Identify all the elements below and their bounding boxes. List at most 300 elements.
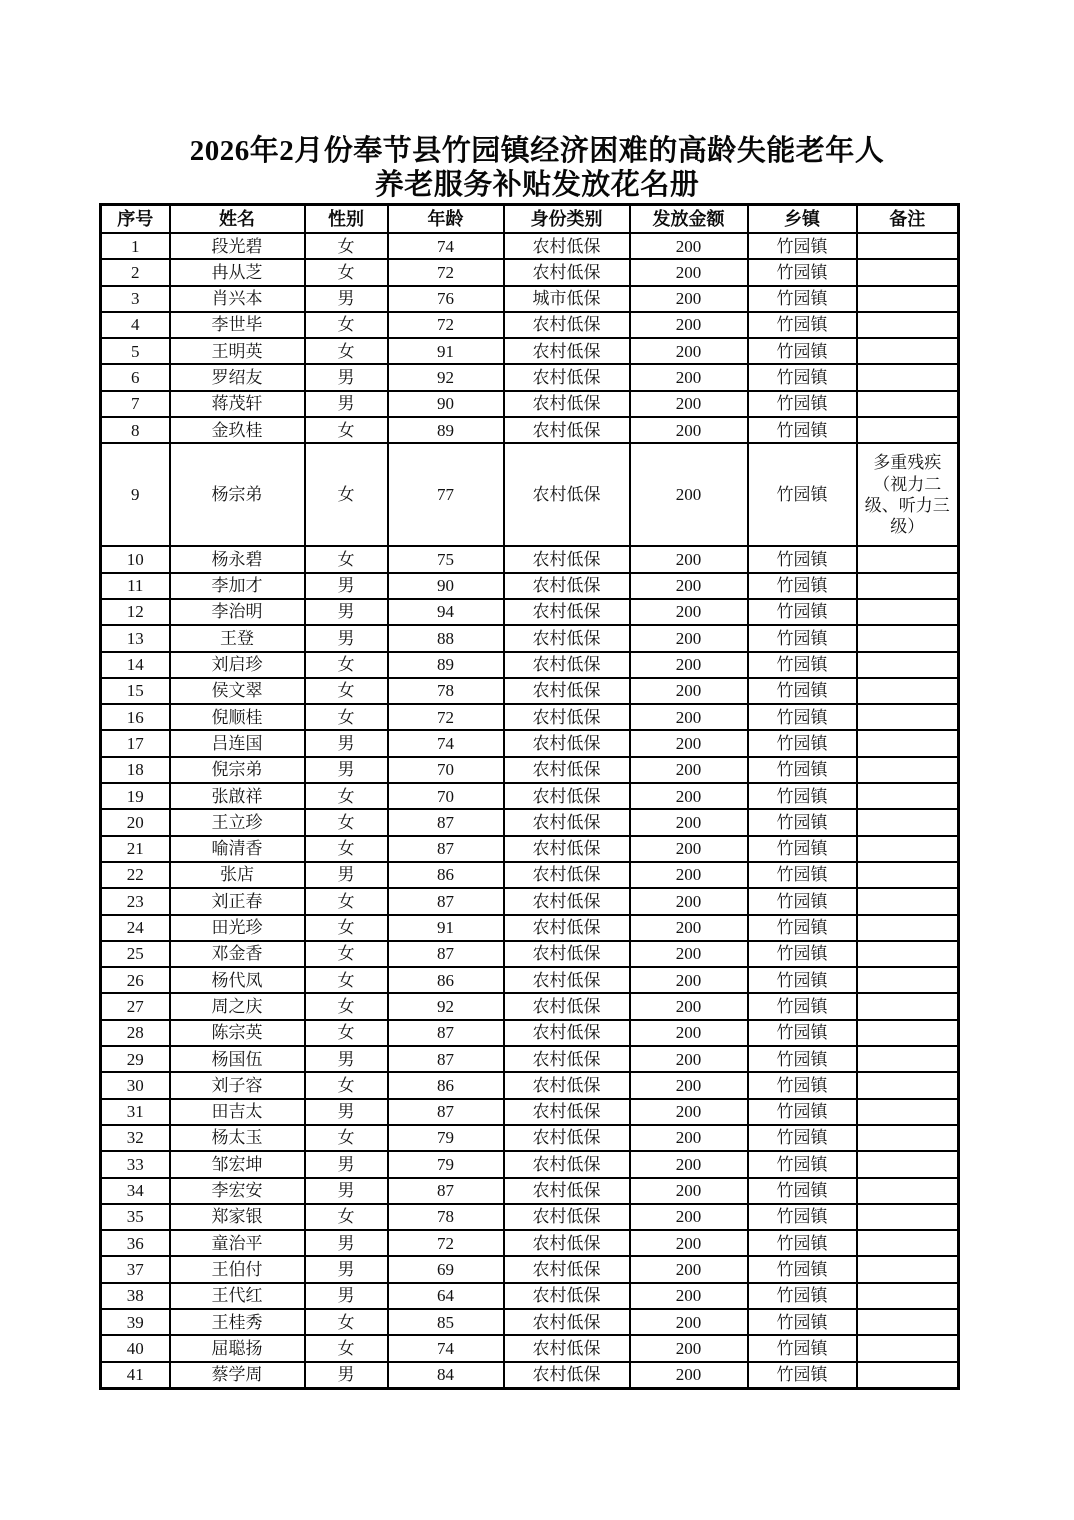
cell-amount: 200 bbox=[630, 338, 748, 364]
cell-amount: 200 bbox=[630, 1151, 748, 1177]
table-row bbox=[101, 836, 959, 862]
cell-gender: 男 bbox=[305, 862, 388, 888]
cell-age: 75 bbox=[388, 546, 504, 572]
cell-seq: 10 bbox=[101, 546, 170, 572]
cell-category: 农村低保 bbox=[504, 993, 630, 1019]
cell-amount: 200 bbox=[630, 757, 748, 783]
cell-remark bbox=[857, 1283, 959, 1309]
cell-age: 92 bbox=[388, 364, 504, 390]
cell-age: 72 bbox=[388, 1230, 504, 1256]
cell-seq: 9 bbox=[101, 443, 170, 546]
cell-township: 竹园镇 bbox=[748, 888, 857, 914]
cell-remark bbox=[857, 417, 959, 443]
cell-remark bbox=[857, 1230, 959, 1256]
page-title-line2: 养老服务补贴发放花名册 bbox=[374, 169, 700, 201]
cell-category: 农村低保 bbox=[504, 678, 630, 704]
cell-seq: 1 bbox=[101, 233, 170, 259]
cell-township: 竹园镇 bbox=[748, 1125, 857, 1151]
cell-gender: 女 bbox=[305, 888, 388, 914]
table-row bbox=[101, 625, 959, 651]
cell-gender: 女 bbox=[305, 1072, 388, 1098]
table-row bbox=[101, 783, 959, 809]
table-row bbox=[101, 1204, 959, 1230]
cell-township: 竹园镇 bbox=[748, 941, 857, 967]
table-row bbox=[101, 1362, 959, 1389]
cell-township: 竹园镇 bbox=[748, 391, 857, 417]
table-row bbox=[101, 312, 959, 338]
cell-remark bbox=[857, 1204, 959, 1230]
cell-category: 农村低保 bbox=[504, 1151, 630, 1177]
cell-age: 78 bbox=[388, 1204, 504, 1230]
cell-township: 竹园镇 bbox=[748, 443, 857, 546]
cell-gender: 女 bbox=[305, 233, 388, 259]
header-township: 乡镇 bbox=[748, 205, 857, 234]
cell-remark bbox=[857, 915, 959, 941]
cell-age: 87 bbox=[388, 1178, 504, 1204]
cell-remark bbox=[857, 391, 959, 417]
cell-age: 72 bbox=[388, 704, 504, 730]
table-row bbox=[101, 730, 959, 756]
cell-gender: 男 bbox=[305, 1230, 388, 1256]
cell-gender: 女 bbox=[305, 678, 388, 704]
cell-remark bbox=[857, 757, 959, 783]
cell-remark bbox=[857, 652, 959, 678]
cell-township: 竹园镇 bbox=[748, 312, 857, 338]
cell-seq: 39 bbox=[101, 1309, 170, 1335]
cell-seq: 4 bbox=[101, 312, 170, 338]
cell-seq: 37 bbox=[101, 1256, 170, 1282]
cell-seq: 16 bbox=[101, 704, 170, 730]
cell-amount: 200 bbox=[630, 1046, 748, 1072]
cell-township: 竹园镇 bbox=[748, 546, 857, 572]
cell-amount: 200 bbox=[630, 1256, 748, 1282]
cell-seq: 30 bbox=[101, 1072, 170, 1098]
cell-age: 87 bbox=[388, 1099, 504, 1125]
cell-seq: 25 bbox=[101, 941, 170, 967]
cell-age: 69 bbox=[388, 1256, 504, 1282]
table-row bbox=[101, 546, 959, 572]
cell-remark: 多重残疾（视力二级、听力三级） bbox=[857, 443, 959, 546]
cell-gender: 女 bbox=[305, 1204, 388, 1230]
cell-gender: 女 bbox=[305, 836, 388, 862]
cell-township: 竹园镇 bbox=[748, 1178, 857, 1204]
cell-amount: 200 bbox=[630, 941, 748, 967]
cell-name: 罗绍友 bbox=[170, 364, 305, 390]
cell-township: 竹园镇 bbox=[748, 286, 857, 312]
cell-name: 田光珍 bbox=[170, 915, 305, 941]
cell-township: 竹园镇 bbox=[748, 364, 857, 390]
cell-township: 竹园镇 bbox=[748, 1046, 857, 1072]
cell-category: 农村低保 bbox=[504, 704, 630, 730]
cell-township: 竹园镇 bbox=[748, 652, 857, 678]
cell-township: 竹园镇 bbox=[748, 1309, 857, 1335]
cell-gender: 女 bbox=[305, 993, 388, 1019]
cell-category: 农村低保 bbox=[504, 757, 630, 783]
cell-gender: 女 bbox=[305, 312, 388, 338]
table-row bbox=[101, 573, 959, 599]
cell-township: 竹园镇 bbox=[748, 757, 857, 783]
cell-age: 94 bbox=[388, 599, 504, 625]
cell-township: 竹园镇 bbox=[748, 1151, 857, 1177]
cell-name: 邓金香 bbox=[170, 941, 305, 967]
header-gender: 性别 bbox=[305, 205, 388, 234]
cell-category: 农村低保 bbox=[504, 625, 630, 651]
table-row bbox=[101, 1020, 959, 1046]
cell-township: 竹园镇 bbox=[748, 417, 857, 443]
cell-seq: 33 bbox=[101, 1151, 170, 1177]
table-row bbox=[101, 1072, 959, 1098]
cell-gender: 男 bbox=[305, 625, 388, 651]
cell-township: 竹园镇 bbox=[748, 599, 857, 625]
cell-amount: 200 bbox=[630, 546, 748, 572]
cell-name: 杨永碧 bbox=[170, 546, 305, 572]
cell-remark bbox=[857, 573, 959, 599]
cell-category: 农村低保 bbox=[504, 1099, 630, 1125]
cell-seq: 13 bbox=[101, 625, 170, 651]
cell-township: 竹园镇 bbox=[748, 993, 857, 1019]
cell-name: 李加才 bbox=[170, 573, 305, 599]
cell-amount: 200 bbox=[630, 862, 748, 888]
cell-age: 79 bbox=[388, 1125, 504, 1151]
cell-category: 农村低保 bbox=[504, 364, 630, 390]
cell-gender: 女 bbox=[305, 417, 388, 443]
cell-category: 农村低保 bbox=[504, 1046, 630, 1072]
cell-remark bbox=[857, 1099, 959, 1125]
cell-amount: 200 bbox=[630, 625, 748, 651]
cell-amount: 200 bbox=[630, 1283, 748, 1309]
table-row bbox=[101, 915, 959, 941]
cell-remark bbox=[857, 625, 959, 651]
cell-name: 郑家银 bbox=[170, 1204, 305, 1230]
cell-remark bbox=[857, 1072, 959, 1098]
cell-township: 竹园镇 bbox=[748, 1283, 857, 1309]
cell-gender: 男 bbox=[305, 1362, 388, 1389]
cell-seq: 26 bbox=[101, 967, 170, 993]
cell-name: 蒋茂轩 bbox=[170, 391, 305, 417]
cell-gender: 女 bbox=[305, 941, 388, 967]
cell-name: 陈宗英 bbox=[170, 1020, 305, 1046]
cell-seq: 2 bbox=[101, 259, 170, 285]
cell-seq: 40 bbox=[101, 1335, 170, 1361]
cell-township: 竹园镇 bbox=[748, 338, 857, 364]
cell-gender: 女 bbox=[305, 1125, 388, 1151]
cell-name: 蔡学周 bbox=[170, 1362, 305, 1389]
cell-name: 喻清香 bbox=[170, 836, 305, 862]
table-row bbox=[101, 1151, 959, 1177]
cell-amount: 200 bbox=[630, 233, 748, 259]
cell-name: 屈聪扬 bbox=[170, 1335, 305, 1361]
cell-amount: 200 bbox=[630, 417, 748, 443]
cell-gender: 女 bbox=[305, 443, 388, 546]
table-row bbox=[101, 888, 959, 914]
cell-remark bbox=[857, 1335, 959, 1361]
cell-gender: 女 bbox=[305, 652, 388, 678]
cell-seq: 14 bbox=[101, 652, 170, 678]
table-row bbox=[101, 862, 959, 888]
cell-name: 侯文翠 bbox=[170, 678, 305, 704]
cell-category: 农村低保 bbox=[504, 1125, 630, 1151]
table-row bbox=[101, 652, 959, 678]
header-amount: 发放金额 bbox=[630, 205, 748, 234]
cell-category: 农村低保 bbox=[504, 862, 630, 888]
cell-amount: 200 bbox=[630, 1178, 748, 1204]
cell-amount: 200 bbox=[630, 364, 748, 390]
cell-township: 竹园镇 bbox=[748, 678, 857, 704]
cell-remark bbox=[857, 1362, 959, 1389]
cell-age: 77 bbox=[388, 443, 504, 546]
cell-category: 城市低保 bbox=[504, 286, 630, 312]
cell-gender: 男 bbox=[305, 286, 388, 312]
cell-seq: 7 bbox=[101, 391, 170, 417]
cell-remark bbox=[857, 599, 959, 625]
cell-name: 倪宗弟 bbox=[170, 757, 305, 783]
table-row bbox=[101, 757, 959, 783]
cell-category: 农村低保 bbox=[504, 233, 630, 259]
cell-name: 金玖桂 bbox=[170, 417, 305, 443]
cell-age: 85 bbox=[388, 1309, 504, 1335]
cell-gender: 男 bbox=[305, 364, 388, 390]
cell-category: 农村低保 bbox=[504, 967, 630, 993]
cell-gender: 女 bbox=[305, 915, 388, 941]
cell-remark bbox=[857, 312, 959, 338]
cell-township: 竹园镇 bbox=[748, 233, 857, 259]
cell-category: 农村低保 bbox=[504, 338, 630, 364]
cell-remark bbox=[857, 338, 959, 364]
cell-name: 刘子容 bbox=[170, 1072, 305, 1098]
cell-age: 88 bbox=[388, 625, 504, 651]
cell-age: 72 bbox=[388, 312, 504, 338]
cell-category: 农村低保 bbox=[504, 915, 630, 941]
cell-amount: 200 bbox=[630, 967, 748, 993]
cell-age: 74 bbox=[388, 730, 504, 756]
cell-age: 92 bbox=[388, 993, 504, 1019]
cell-name: 段光碧 bbox=[170, 233, 305, 259]
cell-age: 89 bbox=[388, 652, 504, 678]
cell-age: 86 bbox=[388, 862, 504, 888]
page-title-line1: 2026年2月份奉节县竹园镇经济困难的高龄失能老年人 bbox=[189, 135, 885, 167]
cell-name: 杨宗弟 bbox=[170, 443, 305, 546]
table-row bbox=[101, 704, 959, 730]
cell-gender: 女 bbox=[305, 1335, 388, 1361]
cell-township: 竹园镇 bbox=[748, 836, 857, 862]
cell-seq: 27 bbox=[101, 993, 170, 1019]
cell-remark bbox=[857, 993, 959, 1019]
table-row bbox=[101, 1256, 959, 1282]
cell-amount: 200 bbox=[630, 783, 748, 809]
cell-remark bbox=[857, 1178, 959, 1204]
cell-township: 竹园镇 bbox=[748, 809, 857, 835]
cell-age: 70 bbox=[388, 757, 504, 783]
cell-gender: 男 bbox=[305, 1046, 388, 1072]
cell-amount: 200 bbox=[630, 1072, 748, 1098]
cell-age: 91 bbox=[388, 915, 504, 941]
cell-category: 农村低保 bbox=[504, 941, 630, 967]
cell-name: 童治平 bbox=[170, 1230, 305, 1256]
cell-name: 田吉太 bbox=[170, 1099, 305, 1125]
cell-remark bbox=[857, 1046, 959, 1072]
cell-age: 84 bbox=[388, 1362, 504, 1389]
cell-amount: 200 bbox=[630, 1335, 748, 1361]
cell-remark bbox=[857, 1020, 959, 1046]
cell-age: 74 bbox=[388, 233, 504, 259]
cell-amount: 200 bbox=[630, 443, 748, 546]
cell-township: 竹园镇 bbox=[748, 915, 857, 941]
cell-category: 农村低保 bbox=[504, 573, 630, 599]
cell-township: 竹园镇 bbox=[748, 1099, 857, 1125]
cell-remark bbox=[857, 1125, 959, 1151]
cell-remark bbox=[857, 783, 959, 809]
cell-gender: 女 bbox=[305, 783, 388, 809]
cell-name: 杨国伍 bbox=[170, 1046, 305, 1072]
table-row bbox=[101, 1046, 959, 1072]
cell-amount: 200 bbox=[630, 888, 748, 914]
cell-amount: 200 bbox=[630, 915, 748, 941]
cell-name: 杨太玉 bbox=[170, 1125, 305, 1151]
cell-category: 农村低保 bbox=[504, 1335, 630, 1361]
header-seq: 序号 bbox=[101, 205, 170, 234]
cell-name: 王伯付 bbox=[170, 1256, 305, 1282]
cell-name: 肖兴本 bbox=[170, 286, 305, 312]
cell-remark bbox=[857, 1309, 959, 1335]
cell-gender: 男 bbox=[305, 757, 388, 783]
cell-age: 70 bbox=[388, 783, 504, 809]
table-row bbox=[101, 417, 959, 443]
table-row bbox=[101, 259, 959, 285]
cell-category: 农村低保 bbox=[504, 443, 630, 546]
cell-township: 竹园镇 bbox=[748, 1204, 857, 1230]
cell-remark bbox=[857, 730, 959, 756]
cell-age: 64 bbox=[388, 1283, 504, 1309]
cell-township: 竹园镇 bbox=[748, 783, 857, 809]
cell-seq: 5 bbox=[101, 338, 170, 364]
cell-age: 79 bbox=[388, 1151, 504, 1177]
cell-amount: 200 bbox=[630, 573, 748, 599]
table-row bbox=[101, 1099, 959, 1125]
cell-remark bbox=[857, 836, 959, 862]
cell-gender: 男 bbox=[305, 1283, 388, 1309]
table-row bbox=[101, 809, 959, 835]
cell-remark bbox=[857, 1151, 959, 1177]
cell-remark bbox=[857, 259, 959, 285]
cell-amount: 200 bbox=[630, 993, 748, 1019]
table-row bbox=[101, 391, 959, 417]
header-age: 年龄 bbox=[388, 205, 504, 234]
cell-township: 竹园镇 bbox=[748, 730, 857, 756]
cell-category: 农村低保 bbox=[504, 836, 630, 862]
cell-seq: 12 bbox=[101, 599, 170, 625]
cell-seq: 32 bbox=[101, 1125, 170, 1151]
cell-township: 竹园镇 bbox=[748, 259, 857, 285]
cell-age: 87 bbox=[388, 836, 504, 862]
cell-township: 竹园镇 bbox=[748, 573, 857, 599]
cell-age: 86 bbox=[388, 1072, 504, 1098]
table-header-row bbox=[101, 205, 959, 234]
cell-township: 竹园镇 bbox=[748, 1362, 857, 1389]
cell-gender: 男 bbox=[305, 1099, 388, 1125]
cell-gender: 男 bbox=[305, 730, 388, 756]
cell-amount: 200 bbox=[630, 652, 748, 678]
cell-age: 78 bbox=[388, 678, 504, 704]
cell-seq: 19 bbox=[101, 783, 170, 809]
cell-age: 87 bbox=[388, 1020, 504, 1046]
header-category: 身份类别 bbox=[504, 205, 630, 234]
cell-township: 竹园镇 bbox=[748, 1230, 857, 1256]
cell-category: 农村低保 bbox=[504, 312, 630, 338]
cell-category: 农村低保 bbox=[504, 1309, 630, 1335]
cell-seq: 28 bbox=[101, 1020, 170, 1046]
cell-name: 李治明 bbox=[170, 599, 305, 625]
cell-category: 农村低保 bbox=[504, 730, 630, 756]
cell-township: 竹园镇 bbox=[748, 1020, 857, 1046]
cell-remark bbox=[857, 888, 959, 914]
cell-name: 张店 bbox=[170, 862, 305, 888]
cell-gender: 女 bbox=[305, 338, 388, 364]
header-remark: 备注 bbox=[857, 205, 959, 234]
cell-gender: 女 bbox=[305, 704, 388, 730]
cell-amount: 200 bbox=[630, 312, 748, 338]
cell-name: 李宏安 bbox=[170, 1178, 305, 1204]
cell-township: 竹园镇 bbox=[748, 967, 857, 993]
page-title bbox=[0, 134, 1074, 202]
table-row bbox=[101, 941, 959, 967]
cell-township: 竹园镇 bbox=[748, 704, 857, 730]
cell-name: 王明英 bbox=[170, 338, 305, 364]
cell-age: 90 bbox=[388, 391, 504, 417]
cell-amount: 200 bbox=[630, 1362, 748, 1389]
cell-name: 王立珍 bbox=[170, 809, 305, 835]
cell-gender: 女 bbox=[305, 1020, 388, 1046]
table-row bbox=[101, 599, 959, 625]
cell-seq: 41 bbox=[101, 1362, 170, 1389]
cell-township: 竹园镇 bbox=[748, 1335, 857, 1361]
table-row bbox=[101, 967, 959, 993]
cell-gender: 女 bbox=[305, 809, 388, 835]
table-row bbox=[101, 993, 959, 1019]
cell-amount: 200 bbox=[630, 678, 748, 704]
table-row bbox=[101, 1309, 959, 1335]
cell-category: 农村低保 bbox=[504, 809, 630, 835]
cell-amount: 200 bbox=[630, 1099, 748, 1125]
cell-name: 邹宏坤 bbox=[170, 1151, 305, 1177]
cell-category: 农村低保 bbox=[504, 1072, 630, 1098]
cell-category: 农村低保 bbox=[504, 652, 630, 678]
table-body bbox=[101, 233, 959, 1388]
cell-amount: 200 bbox=[630, 704, 748, 730]
table-row bbox=[101, 1335, 959, 1361]
cell-amount: 200 bbox=[630, 836, 748, 862]
cell-age: 87 bbox=[388, 1046, 504, 1072]
cell-gender: 女 bbox=[305, 259, 388, 285]
cell-township: 竹园镇 bbox=[748, 1072, 857, 1098]
cell-name: 刘启珍 bbox=[170, 652, 305, 678]
cell-amount: 200 bbox=[630, 1125, 748, 1151]
cell-seq: 24 bbox=[101, 915, 170, 941]
cell-seq: 35 bbox=[101, 1204, 170, 1230]
cell-age: 76 bbox=[388, 286, 504, 312]
table-row bbox=[101, 233, 959, 259]
cell-remark bbox=[857, 678, 959, 704]
cell-name: 吕连国 bbox=[170, 730, 305, 756]
cell-remark bbox=[857, 809, 959, 835]
cell-name: 王登 bbox=[170, 625, 305, 651]
cell-township: 竹园镇 bbox=[748, 862, 857, 888]
cell-category: 农村低保 bbox=[504, 1230, 630, 1256]
cell-category: 农村低保 bbox=[504, 1204, 630, 1230]
table-row bbox=[101, 678, 959, 704]
cell-category: 农村低保 bbox=[504, 1362, 630, 1389]
cell-name: 张啟祥 bbox=[170, 783, 305, 809]
table-row bbox=[101, 338, 959, 364]
